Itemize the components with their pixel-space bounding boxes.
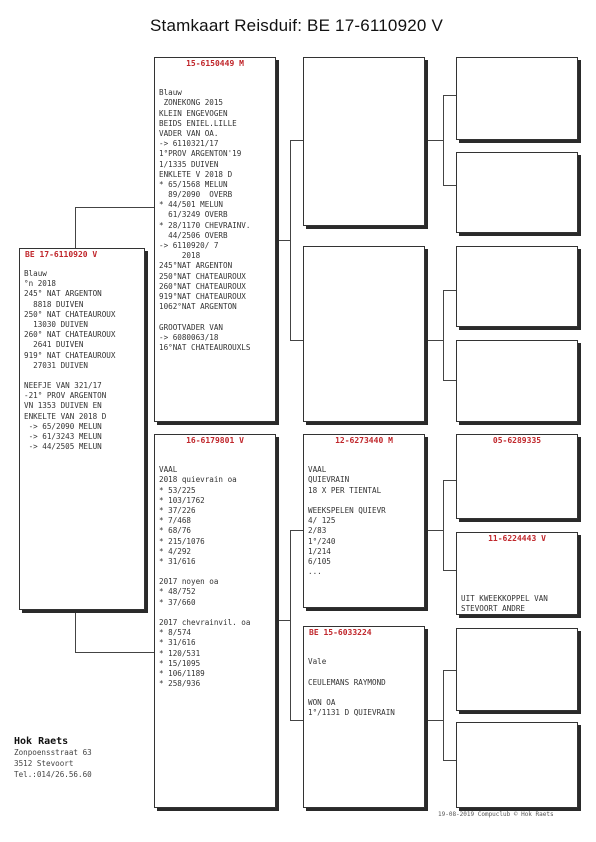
- card-line: VADER VAN OA.: [159, 128, 219, 138]
- card-line: 27031 DUIVEN: [24, 360, 89, 370]
- card-line: * 65/1568 MELUN: [159, 179, 228, 189]
- card-line: [308, 688, 422, 698]
- connector-line: [290, 530, 304, 531]
- card-line: STEVOORT ANDRE: [461, 603, 526, 613]
- connector-line: [443, 95, 444, 185]
- card-line: * 4/292: [159, 546, 192, 556]
- card-line: * 103/1762: [159, 495, 205, 505]
- card-line: VAAL: [159, 465, 178, 475]
- connector-line: [276, 620, 290, 621]
- card-line: 260°NAT CHATEAUROUX: [159, 281, 246, 291]
- connector-line: [443, 480, 444, 570]
- connector-line: [443, 670, 444, 760]
- connector-line: [425, 720, 443, 721]
- connector-line: [425, 530, 443, 531]
- card-line: 919°NAT CHATEAUROUX: [159, 291, 246, 301]
- loft-phone: Tel.:014/26.56.60: [14, 770, 92, 779]
- connector-line: [443, 380, 456, 381]
- connector-line: [443, 290, 456, 291]
- card-text: [24, 269, 142, 452]
- connector-line: [290, 140, 291, 340]
- connector-line: [443, 95, 456, 96]
- connector-line: [443, 670, 456, 671]
- loft-city: 3512 Stevoort: [14, 759, 74, 768]
- card-line: [461, 563, 575, 573]
- card-line: 13030 DUIVEN: [24, 319, 89, 329]
- card-line: UIT KWEEKKOPPEL VAN: [461, 593, 548, 603]
- great-grandparent-card[interactable]: [456, 246, 578, 327]
- card-text: [308, 647, 422, 718]
- loft-address: Zonpoensstraat 63: [14, 748, 92, 757]
- connector-line: [75, 610, 76, 652]
- card-line: 16°NAT CHATEAUROUXLS: [159, 342, 251, 352]
- ring-number: 05-6289335: [492, 436, 542, 445]
- connector-line: [290, 720, 304, 721]
- card-line: * 31/616: [159, 556, 196, 566]
- great-grandparent-card[interactable]: [456, 628, 578, 711]
- card-text: [159, 455, 273, 689]
- card-line: -> 6110920/ 7: [159, 241, 219, 250]
- card-line: -21° PROV ARGENTON: [24, 391, 107, 401]
- ring-number: [304, 58, 424, 60]
- card-line: 2018: [159, 251, 201, 261]
- connector-line: [425, 140, 443, 141]
- card-line: 245° NAT ARGENTON: [24, 289, 102, 299]
- card-line: [159, 78, 273, 88]
- father-card[interactable]: [154, 57, 276, 422]
- ring-number: BE 15-6033224: [309, 628, 372, 637]
- card-line: [308, 496, 422, 506]
- ring-number: 11-6224443 V: [488, 534, 546, 543]
- great-grandparent-card[interactable]: [456, 434, 578, 519]
- card-text: [159, 78, 273, 353]
- card-line: 260° NAT CHATEAUROUX: [24, 330, 116, 340]
- ring-number: [457, 723, 577, 725]
- loft-info: [14, 736, 92, 780]
- card-line: * 258/936: [159, 679, 201, 689]
- great-grandparent-card[interactable]: [456, 722, 578, 808]
- card-line: 2/83: [308, 526, 327, 536]
- card-line: WEEKSPELEN QUIEVR: [308, 505, 386, 515]
- card-line: GROOTVADER VAN: [159, 322, 224, 332]
- card-line: * 120/531: [159, 648, 201, 658]
- ring-number: [457, 629, 577, 631]
- card-line: * 37/226: [159, 505, 196, 515]
- card-line: Vale: [308, 657, 327, 667]
- card-line: Blauw: [24, 269, 47, 278]
- great-grandparent-card[interactable]: [456, 57, 578, 140]
- subject-card[interactable]: [19, 248, 145, 610]
- card-line: [159, 608, 273, 618]
- card-line: * 28/1170 CHEVRAINV.: [159, 220, 251, 230]
- card-line: 18 X PER TIENTAL: [308, 485, 382, 495]
- card-line: 6/105: [308, 556, 331, 566]
- card-line: [159, 567, 273, 577]
- connector-line: [290, 340, 304, 341]
- card-line: * 53/225: [159, 485, 196, 495]
- connector-line: [75, 652, 155, 653]
- card-line: ENKLETE V 2018 D: [159, 169, 233, 179]
- card-line: * 48/752: [159, 587, 196, 597]
- card-line: * 31/616: [159, 638, 196, 648]
- card-line: * 15/1095: [159, 658, 201, 668]
- card-line: [461, 584, 575, 594]
- ring-number: BE 17-6110920 V: [25, 250, 98, 259]
- card-line: [159, 455, 273, 465]
- connector-line: [443, 570, 456, 571]
- page-title: Stamkaart Reisduif: BE 17-6110920 V: [150, 16, 444, 35]
- connector-line: [443, 760, 456, 761]
- card-line: 89/2090 OVERB: [159, 190, 233, 200]
- ring-number: [457, 153, 577, 155]
- connector-line: [290, 140, 304, 141]
- mother-card[interactable]: [154, 434, 276, 808]
- connector-line: [276, 240, 290, 241]
- great-grandparent-card[interactable]: [456, 532, 578, 615]
- card-line: 1062°NAT ARGENTON: [159, 302, 237, 312]
- card-line: VN 1353 DUIVEN EN: [24, 401, 102, 411]
- card-line: * 215/1076: [159, 536, 205, 546]
- connector-line: [443, 290, 444, 380]
- card-line: [159, 312, 273, 322]
- card-line: * 37/660: [159, 597, 196, 607]
- card-line: -> 65/2090 MELUN: [24, 421, 102, 431]
- card-line: ENKELTE VAN 2018 D: [24, 411, 107, 421]
- card-line: 61/3249 OVERB: [159, 210, 228, 220]
- card-line: KLEIN ENGEVOGEN: [159, 108, 228, 118]
- card-line: 919° NAT CHATEAUROUX: [24, 350, 116, 360]
- card-line: -> 6080063/18: [159, 332, 219, 342]
- connector-line: [443, 185, 456, 186]
- grandmother-maternal-card[interactable]: [303, 626, 425, 808]
- card-line: * 7/468: [159, 516, 192, 526]
- loft-name: Hok Raets: [14, 736, 69, 747]
- card-line: 44/2506 OVERB: [159, 230, 228, 240]
- card-text: [308, 455, 422, 577]
- card-line: 1/1335 DUIVEN: [159, 159, 219, 169]
- card-line: 2018 quievrain oa: [159, 475, 237, 485]
- grandfather-maternal-card[interactable]: [303, 434, 425, 608]
- card-line: Blauw: [159, 88, 182, 98]
- card-line: BEIDS ENIEL.LILLE: [159, 118, 237, 128]
- ring-number: 15-6150449 M: [186, 59, 244, 68]
- card-line: ZONEKONG 2015: [159, 98, 224, 108]
- grandmother-paternal-card[interactable]: [303, 246, 425, 422]
- connector-line: [425, 340, 443, 341]
- card-line: -> 61/3243 MELUN: [24, 432, 102, 441]
- card-line: -> 6110321/17: [159, 139, 219, 149]
- connector-line: [443, 480, 456, 481]
- card-line: [308, 667, 422, 677]
- connector-line: [290, 530, 291, 720]
- card-line: 1°/1131 D QUIEVRAIN: [308, 708, 395, 718]
- card-line: 4/ 125: [308, 516, 336, 526]
- card-line: * 8/574: [159, 628, 192, 638]
- card-line: * 106/1189: [159, 668, 205, 678]
- card-line: QUIEVRAIN: [308, 475, 350, 485]
- connector-line: [75, 207, 155, 208]
- card-line: 245°NAT ARGENTON: [159, 261, 233, 271]
- ring-number: [457, 58, 577, 60]
- card-line: * 68/76: [159, 526, 192, 536]
- grandfather-paternal-card[interactable]: [303, 57, 425, 226]
- ring-number: 12-6273440 M: [335, 436, 393, 445]
- card-line: CEULEMANS RAYMOND: [308, 677, 386, 687]
- card-line: 250° NAT CHATEAUROUX: [24, 309, 116, 319]
- footer-stamp: 19-08-2019 Compuclub © Hok Raets: [438, 811, 554, 818]
- card-line: 1/214: [308, 546, 331, 556]
- connector-line: [75, 207, 76, 251]
- card-line: 8818 DUIVEN: [24, 299, 84, 309]
- ring-number: [304, 247, 424, 249]
- card-line: VAAL: [308, 465, 327, 475]
- card-line: 1°/240: [308, 536, 336, 546]
- ring-number: [457, 341, 577, 343]
- ring-number: [457, 247, 577, 249]
- ring-number: 16-6179801 V: [186, 436, 244, 445]
- card-line: 250°NAT CHATEAUROUX: [159, 271, 246, 281]
- card-line: NEEFJE VAN 321/17: [24, 381, 102, 391]
- card-line: [461, 573, 575, 583]
- card-line: 2017 chevrainvil. oa: [159, 618, 251, 627]
- card-line: [461, 553, 575, 563]
- card-line: [24, 371, 142, 381]
- card-line: °n 2018: [24, 279, 57, 289]
- great-grandparent-card[interactable]: [456, 340, 578, 422]
- card-text: [461, 553, 575, 614]
- card-line: -> 44/2505 MELUN: [24, 442, 102, 452]
- card-line: ...: [308, 567, 322, 577]
- card-line: [308, 647, 422, 657]
- card-line: [308, 455, 422, 465]
- card-line: * 44/501 MELUN: [159, 200, 224, 210]
- card-line: 2017 noyen oa: [159, 577, 219, 587]
- great-grandparent-card[interactable]: [456, 152, 578, 233]
- card-line: 2641 DUIVEN: [24, 340, 84, 350]
- card-line: WON OA: [308, 697, 336, 707]
- card-line: 1°PROV ARGENTON'19: [159, 149, 242, 159]
